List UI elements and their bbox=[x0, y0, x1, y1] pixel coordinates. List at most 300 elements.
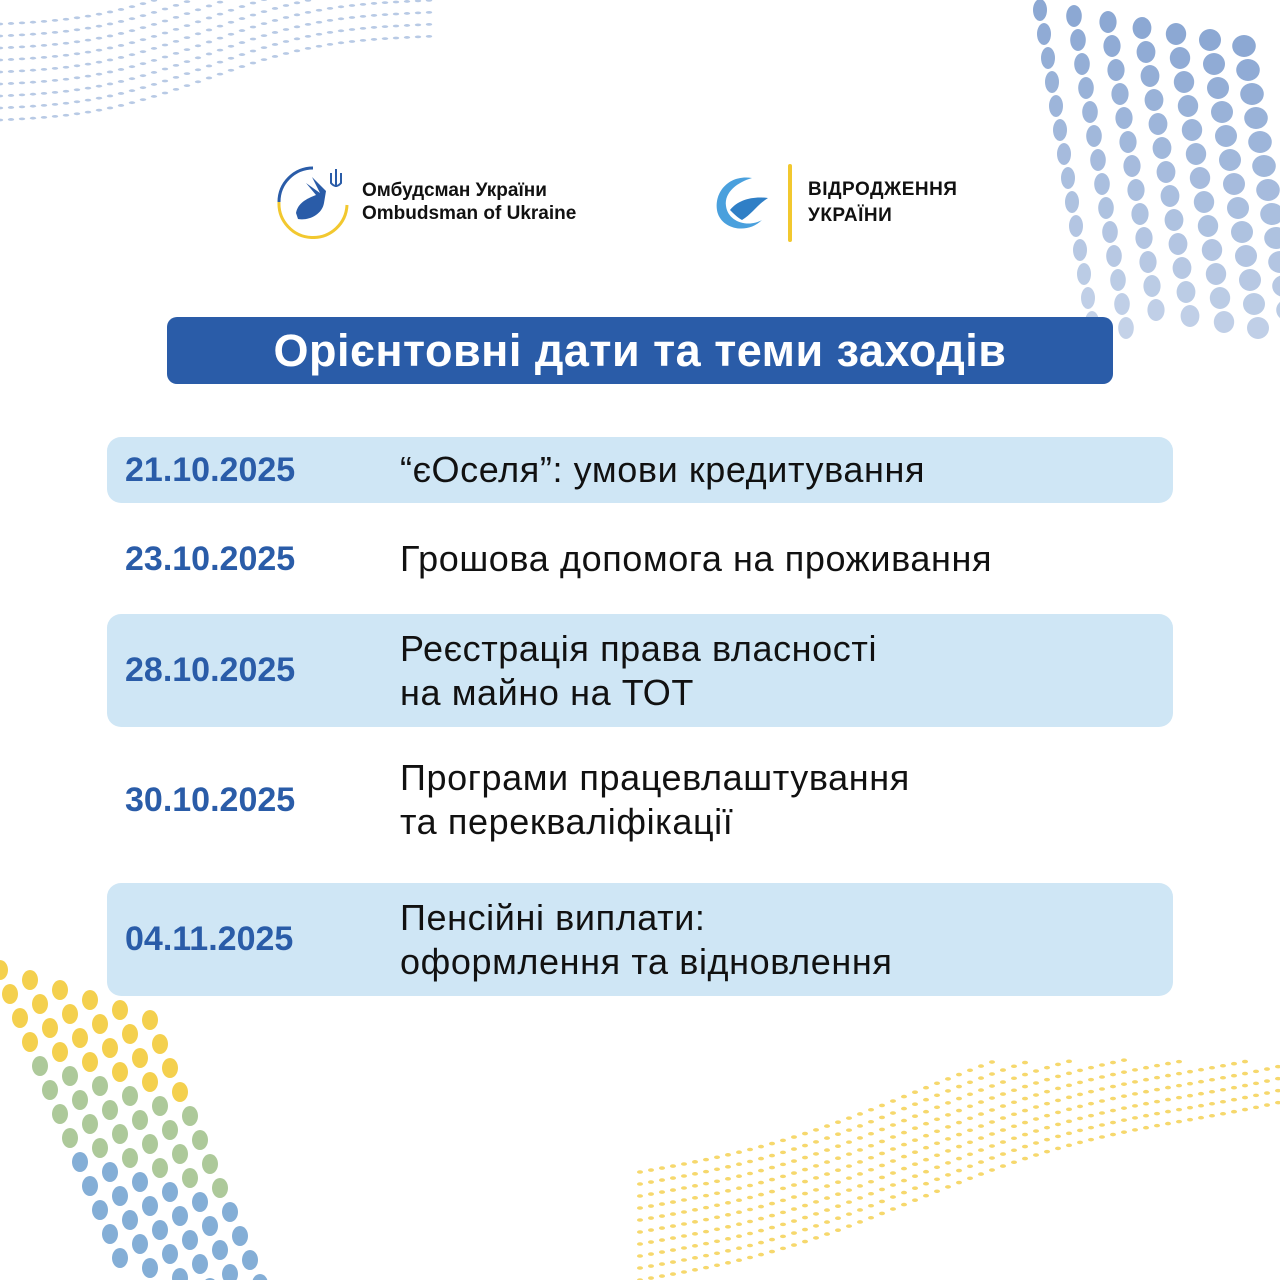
event-topic-line: “єОселя”: умови кредитування bbox=[400, 449, 926, 490]
decor-dot bbox=[857, 1112, 863, 1116]
decor-dot bbox=[30, 81, 36, 84]
event-topic bbox=[400, 448, 925, 492]
decor-dot bbox=[703, 1218, 709, 1222]
decor-dot bbox=[250, 50, 256, 53]
decor-dot bbox=[1143, 1102, 1149, 1106]
decor-dot bbox=[758, 1253, 764, 1257]
decor-dot bbox=[1069, 215, 1083, 237]
decor-dot bbox=[1154, 1064, 1160, 1068]
decor-dot bbox=[1121, 1070, 1127, 1074]
decor-dot bbox=[681, 1210, 687, 1214]
decor-dot bbox=[261, 22, 267, 25]
decor-dot bbox=[659, 1190, 665, 1194]
decor-dot bbox=[283, 16, 289, 19]
decor-dot bbox=[1145, 89, 1164, 111]
decor-dot bbox=[967, 1152, 973, 1156]
decor-dot bbox=[118, 104, 124, 107]
decor-dot bbox=[846, 1224, 852, 1228]
decor-dot bbox=[989, 1072, 995, 1076]
decor-dot bbox=[714, 1263, 720, 1267]
decor-dot bbox=[129, 77, 135, 80]
decor-dot bbox=[890, 1099, 896, 1103]
decor-dot bbox=[338, 17, 344, 20]
decor-dot bbox=[132, 1234, 148, 1254]
decor-dot bbox=[670, 1164, 676, 1168]
decor-dot bbox=[8, 58, 14, 61]
decor-dot bbox=[272, 55, 278, 58]
decor-dot bbox=[85, 51, 91, 54]
decor-dot bbox=[1231, 1110, 1237, 1114]
decor-dot bbox=[1132, 1080, 1138, 1084]
decor-dot bbox=[52, 103, 58, 106]
decor-dot bbox=[272, 19, 278, 22]
decor-dot bbox=[714, 1179, 720, 1183]
decor-dot bbox=[956, 1109, 962, 1113]
decor-dot bbox=[1044, 1126, 1050, 1130]
decor-dot bbox=[681, 1270, 687, 1274]
decor-dot bbox=[967, 1116, 973, 1120]
decor-dot bbox=[8, 94, 14, 97]
decor-dot bbox=[184, 36, 190, 39]
decor-dot bbox=[182, 1106, 198, 1126]
decor-dot bbox=[162, 68, 168, 71]
decor-dot bbox=[217, 1, 223, 4]
decor-dot bbox=[1275, 1065, 1280, 1069]
decor-dot bbox=[338, 5, 344, 8]
decor-dot bbox=[52, 55, 58, 58]
decor-dot bbox=[714, 1155, 720, 1159]
decor-dot bbox=[1176, 1060, 1182, 1064]
decor-dot bbox=[648, 1276, 654, 1280]
decor-dot bbox=[868, 1156, 874, 1160]
decor-dot bbox=[912, 1150, 918, 1154]
decor-dot bbox=[1103, 35, 1120, 57]
decor-dot bbox=[769, 1238, 775, 1242]
decor-dot bbox=[703, 1242, 709, 1246]
decor-dot bbox=[1260, 203, 1280, 225]
decor-dot bbox=[349, 4, 355, 7]
decor-dot bbox=[890, 1123, 896, 1127]
decor-dot bbox=[769, 1190, 775, 1194]
decor-dot bbox=[1176, 1072, 1182, 1076]
decor-dot bbox=[52, 980, 68, 1000]
decor-dot bbox=[1066, 1108, 1072, 1112]
decor-dot bbox=[681, 1174, 687, 1178]
decor-dot bbox=[1000, 1140, 1006, 1144]
decor-dot bbox=[206, 29, 212, 32]
decor-dot bbox=[151, 83, 157, 86]
decor-dot bbox=[1000, 1164, 1006, 1168]
decor-dot bbox=[8, 70, 14, 73]
decor-dot bbox=[63, 54, 69, 57]
decor-dot bbox=[934, 1117, 940, 1121]
decor-dot bbox=[404, 24, 410, 27]
decor-dot bbox=[945, 1101, 951, 1105]
decor-dot bbox=[868, 1192, 874, 1196]
decor-dot bbox=[1248, 131, 1272, 153]
decor-dot bbox=[1074, 53, 1090, 75]
decor-dot bbox=[670, 1248, 676, 1252]
decor-dot bbox=[1157, 161, 1176, 183]
decor-dot bbox=[1011, 1160, 1017, 1164]
decor-dot bbox=[1044, 1138, 1050, 1142]
decor-dot bbox=[802, 1240, 808, 1244]
decor-dot bbox=[989, 1156, 995, 1160]
decor-dot bbox=[868, 1216, 874, 1220]
decor-dot bbox=[85, 99, 91, 102]
decor-dot bbox=[637, 1218, 643, 1222]
decor-dot bbox=[19, 105, 25, 108]
decor-dot bbox=[1000, 1068, 1006, 1072]
decor-dot bbox=[747, 1244, 753, 1248]
decor-dot bbox=[1132, 1116, 1138, 1120]
decor-dot bbox=[19, 81, 25, 84]
decor-dot bbox=[945, 1077, 951, 1081]
decor-dot bbox=[1099, 1063, 1105, 1067]
decor-dot bbox=[173, 88, 179, 91]
decor-dot bbox=[371, 38, 377, 41]
decor-dot bbox=[835, 1120, 841, 1124]
decor-dot bbox=[85, 27, 91, 30]
decor-dot bbox=[426, 0, 432, 2]
event-topic-line: оформлення та відновлення bbox=[400, 940, 893, 982]
decor-dot bbox=[129, 53, 135, 56]
decor-dot bbox=[648, 1228, 654, 1232]
decor-dot bbox=[316, 45, 322, 48]
event-date: 21.10.2025 bbox=[125, 450, 296, 489]
decor-dot bbox=[637, 1170, 643, 1174]
decor-dot bbox=[192, 1254, 208, 1274]
decor-dot bbox=[769, 1178, 775, 1182]
decor-dot bbox=[393, 1, 399, 4]
decor-dot bbox=[659, 1178, 665, 1182]
decor-dot bbox=[1110, 1133, 1116, 1137]
decor-dot bbox=[934, 1081, 940, 1085]
decor-dot bbox=[30, 93, 36, 96]
decor-dot bbox=[217, 37, 223, 40]
decor-dot bbox=[8, 34, 14, 37]
decor-dot bbox=[85, 111, 91, 114]
decor-dot bbox=[294, 1, 300, 4]
decor-dot bbox=[681, 1186, 687, 1190]
decor-dot bbox=[74, 40, 80, 43]
decor-dot bbox=[261, 58, 267, 61]
decor-dot bbox=[1165, 209, 1184, 231]
decor-dot bbox=[63, 90, 69, 93]
decor-dot bbox=[1099, 1111, 1105, 1115]
decor-dot bbox=[802, 1192, 808, 1196]
decor-dot bbox=[1161, 185, 1180, 207]
decor-dot bbox=[923, 1086, 929, 1090]
decor-dot bbox=[32, 994, 48, 1014]
decor-dot bbox=[890, 1147, 896, 1151]
decor-dot bbox=[901, 1119, 907, 1123]
decor-dot bbox=[1110, 1121, 1116, 1125]
decor-dot bbox=[648, 1180, 654, 1184]
decor-dot bbox=[1033, 1081, 1039, 1085]
decor-dot bbox=[978, 1076, 984, 1080]
decor-dot bbox=[703, 1170, 709, 1174]
decor-dot bbox=[112, 1186, 128, 1206]
decor-dot bbox=[725, 1249, 731, 1253]
decor-dot bbox=[349, 28, 355, 31]
decor-dot bbox=[956, 1097, 962, 1101]
decor-dot bbox=[1176, 1108, 1182, 1112]
decor-dot bbox=[912, 1138, 918, 1142]
decor-dot bbox=[82, 1176, 98, 1196]
decor-dot bbox=[92, 1138, 108, 1158]
decor-dot bbox=[758, 1229, 764, 1233]
decor-dot bbox=[250, 2, 256, 5]
decor-dot bbox=[140, 74, 146, 77]
decor-dot bbox=[192, 1192, 208, 1212]
decor-dot bbox=[659, 1274, 665, 1278]
decor-dot bbox=[63, 102, 69, 105]
decor-dot bbox=[118, 56, 124, 59]
decor-dot bbox=[813, 1236, 819, 1240]
decor-dot bbox=[1268, 251, 1280, 273]
decor-dot bbox=[1000, 1116, 1006, 1120]
decor-dot bbox=[824, 1172, 830, 1176]
decor-dot bbox=[1198, 1092, 1204, 1096]
decor-dot bbox=[1011, 1136, 1017, 1140]
event-topic-line: Реєстрація права власності bbox=[400, 627, 878, 669]
decor-dot bbox=[703, 1158, 709, 1162]
decor-dot bbox=[1220, 1064, 1226, 1068]
decor-dot bbox=[182, 1168, 198, 1188]
decor-dot bbox=[1139, 251, 1156, 273]
decor-dot bbox=[1094, 173, 1110, 195]
decor-dot bbox=[1194, 191, 1214, 213]
decor-dot bbox=[1022, 1085, 1028, 1089]
decor-dot bbox=[1110, 269, 1126, 291]
decor-dot bbox=[835, 1180, 841, 1184]
decor-dot bbox=[0, 71, 3, 74]
decor-dot bbox=[1011, 1124, 1017, 1128]
decor-dot bbox=[1070, 29, 1086, 51]
decor-dot bbox=[846, 1128, 852, 1132]
decor-dot bbox=[1275, 1077, 1280, 1081]
decor-dot bbox=[1243, 293, 1265, 315]
decor-dot bbox=[659, 1238, 665, 1242]
decor-dot bbox=[360, 3, 366, 6]
decor-dot bbox=[637, 1230, 643, 1234]
decor-dot bbox=[670, 1188, 676, 1192]
decor-dot bbox=[725, 1165, 731, 1169]
decor-dot bbox=[1099, 1135, 1105, 1139]
decor-dot bbox=[239, 41, 245, 44]
decor-dot bbox=[63, 66, 69, 69]
decor-dot bbox=[1077, 1069, 1083, 1073]
decor-dot bbox=[195, 20, 201, 23]
decor-dot bbox=[802, 1156, 808, 1160]
decor-dot bbox=[1044, 1150, 1050, 1154]
decor-dot bbox=[1110, 1085, 1116, 1089]
decor-dot bbox=[162, 1182, 178, 1202]
decor-dot bbox=[725, 1261, 731, 1265]
decor-dot bbox=[283, 52, 289, 55]
decor-dot bbox=[1119, 131, 1136, 153]
decor-dot bbox=[173, 16, 179, 19]
decor-dot bbox=[1215, 125, 1237, 147]
decor-dot bbox=[1154, 1112, 1160, 1116]
decor-dot bbox=[659, 1166, 665, 1170]
decor-dot bbox=[92, 1014, 108, 1034]
decor-dot bbox=[1115, 107, 1132, 129]
decor-dot bbox=[62, 1004, 78, 1024]
decor-dot bbox=[1198, 1080, 1204, 1084]
decor-dot bbox=[151, 47, 157, 50]
decor-dot bbox=[118, 20, 124, 23]
decor-dot bbox=[96, 97, 102, 100]
decor-dot bbox=[978, 1100, 984, 1104]
decor-dot bbox=[1135, 227, 1152, 249]
decor-dot bbox=[1256, 179, 1280, 201]
decor-dot bbox=[1187, 1118, 1193, 1122]
decor-dot bbox=[791, 1171, 797, 1175]
decor-dot bbox=[327, 19, 333, 22]
decor-dot bbox=[327, 31, 333, 34]
decor-dot bbox=[945, 1173, 951, 1177]
decor-dot bbox=[242, 1250, 258, 1270]
decor-dot bbox=[172, 1268, 188, 1280]
decor-dot bbox=[967, 1104, 973, 1108]
decor-dot bbox=[132, 1110, 148, 1130]
decor-dot bbox=[42, 1018, 58, 1038]
decor-dot bbox=[956, 1073, 962, 1077]
decor-dot bbox=[142, 1258, 158, 1278]
decor-dot bbox=[305, 47, 311, 50]
decor-dot bbox=[426, 35, 432, 38]
decor-dot bbox=[239, 5, 245, 8]
decor-dot bbox=[1022, 1073, 1028, 1077]
decor-dot bbox=[1098, 197, 1114, 219]
decor-dot bbox=[1066, 1132, 1072, 1136]
decor-dot bbox=[72, 1152, 88, 1172]
decor-dot bbox=[901, 1155, 907, 1159]
event-date: 30.10.2025 bbox=[125, 780, 296, 819]
decor-dot bbox=[1000, 1128, 1006, 1132]
decor-dot bbox=[736, 1234, 742, 1238]
decor-dot bbox=[945, 1137, 951, 1141]
decor-dot bbox=[382, 25, 388, 28]
decor-dot bbox=[802, 1144, 808, 1148]
decor-dot bbox=[1033, 1093, 1039, 1097]
decor-dot bbox=[228, 69, 234, 72]
decor-dot bbox=[879, 1116, 885, 1120]
vidrodzhennia-logo bbox=[708, 164, 957, 242]
event-row bbox=[107, 437, 1173, 503]
decor-dot bbox=[747, 1160, 753, 1164]
decor-dot bbox=[426, 11, 432, 14]
decor-dot bbox=[107, 47, 113, 50]
decor-dot bbox=[758, 1241, 764, 1245]
decor-dot bbox=[1209, 1090, 1215, 1094]
decor-dot bbox=[857, 1220, 863, 1224]
decor-dot bbox=[1220, 1076, 1226, 1080]
decor-dot bbox=[140, 26, 146, 29]
decor-dot bbox=[1253, 1094, 1259, 1098]
decor-dot bbox=[52, 31, 58, 34]
decor-dot bbox=[1114, 293, 1130, 315]
decor-dot bbox=[1022, 1097, 1028, 1101]
decor-dot bbox=[182, 1230, 198, 1250]
decor-dot bbox=[74, 16, 80, 19]
decor-dot bbox=[63, 42, 69, 45]
decor-dot bbox=[967, 1176, 973, 1180]
decor-dot bbox=[659, 1250, 665, 1254]
decor-dot bbox=[989, 1060, 995, 1064]
decor-dot bbox=[692, 1160, 698, 1164]
decor-dot bbox=[670, 1224, 676, 1228]
decor-dot bbox=[1143, 1090, 1149, 1094]
decor-dot bbox=[802, 1132, 808, 1136]
decor-dot bbox=[1055, 1147, 1061, 1151]
decor-dot bbox=[736, 1162, 742, 1166]
decor-dot bbox=[692, 1220, 698, 1224]
decor-dot bbox=[112, 1248, 128, 1268]
decor-dot bbox=[41, 44, 47, 47]
decor-dot bbox=[195, 80, 201, 83]
decor-dot bbox=[338, 41, 344, 44]
decor-dot bbox=[956, 1145, 962, 1149]
decor-dot bbox=[659, 1262, 665, 1266]
decor-dot bbox=[879, 1176, 885, 1180]
decor-dot bbox=[184, 84, 190, 87]
decor-dot bbox=[1123, 155, 1140, 177]
decor-dot bbox=[217, 49, 223, 52]
decor-dot bbox=[1165, 1110, 1171, 1114]
decor-dot bbox=[129, 89, 135, 92]
decor-dot bbox=[404, 0, 410, 3]
decor-dot bbox=[791, 1231, 797, 1235]
decor-dot bbox=[217, 13, 223, 16]
decor-dot bbox=[956, 1133, 962, 1137]
decor-dot bbox=[1121, 1130, 1127, 1134]
decor-dot bbox=[1000, 1080, 1006, 1084]
decor-dot bbox=[1176, 1120, 1182, 1124]
decor-dot bbox=[122, 1210, 138, 1230]
decor-dot bbox=[934, 1093, 940, 1097]
decor-dot bbox=[725, 1237, 731, 1241]
decor-dot bbox=[1055, 1135, 1061, 1139]
phoenix-bird-icon bbox=[708, 170, 774, 236]
decor-dot bbox=[162, 32, 168, 35]
decor-dot bbox=[52, 79, 58, 82]
decor-dot bbox=[112, 1062, 128, 1082]
decor-dot bbox=[1239, 269, 1261, 291]
decor-dot bbox=[0, 95, 3, 98]
decor-dot bbox=[714, 1251, 720, 1255]
decor-dot bbox=[195, 8, 201, 11]
decor-dot bbox=[1132, 1128, 1138, 1132]
decor-dot bbox=[162, 1244, 178, 1264]
decor-dot bbox=[736, 1174, 742, 1178]
decor-dot bbox=[1231, 221, 1253, 243]
decor-dot bbox=[1165, 1122, 1171, 1126]
decor-dot bbox=[151, 23, 157, 26]
decor-dot bbox=[52, 91, 58, 94]
decor-dot bbox=[338, 29, 344, 32]
decor-dot bbox=[923, 1098, 929, 1102]
decor-dot bbox=[52, 1042, 68, 1062]
decor-dot bbox=[1206, 263, 1226, 285]
decor-dot bbox=[1169, 233, 1188, 255]
decor-dot bbox=[912, 1198, 918, 1202]
decor-dot bbox=[912, 1090, 918, 1094]
decor-dot bbox=[107, 11, 113, 14]
decor-dot bbox=[162, 8, 168, 11]
